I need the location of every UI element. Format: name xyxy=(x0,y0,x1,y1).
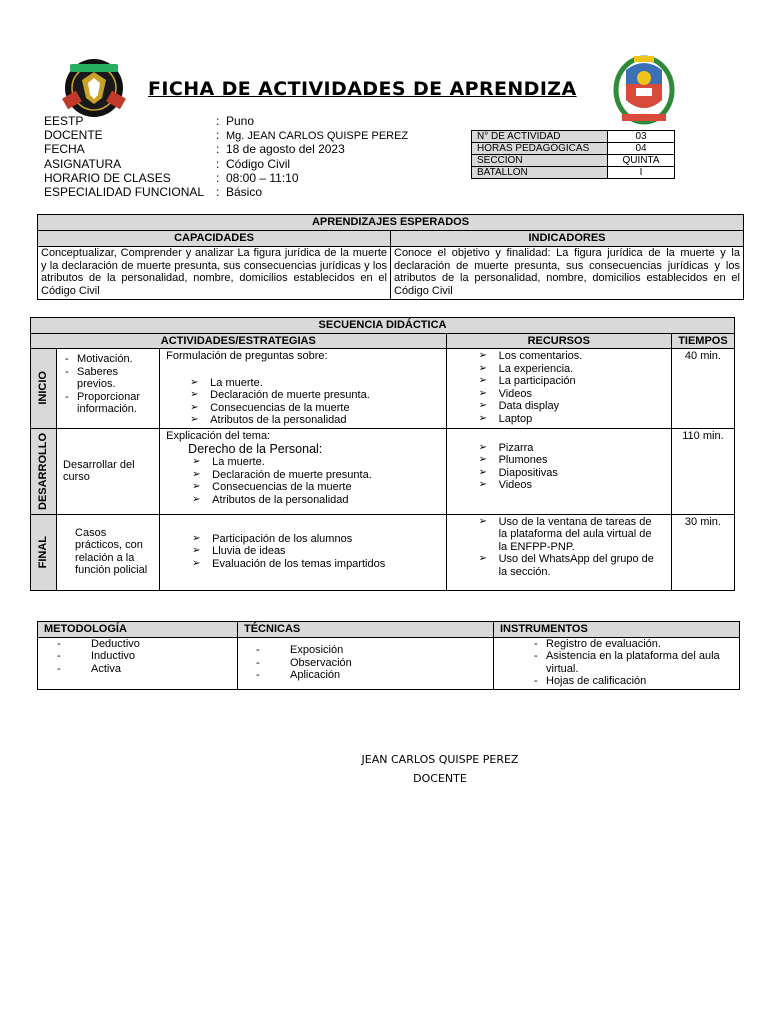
header-colon: : xyxy=(216,128,220,142)
list-item: - Asistencia en la plataforma del aula virtual. xyxy=(546,650,733,675)
list-item: ➢ Declaración de muerte presunta. xyxy=(212,469,439,482)
desarrollo-subtitle: Derecho de la Personal: xyxy=(188,442,323,456)
header-value: Mg. JEAN CARLOS QUISPE PEREZ xyxy=(226,130,409,142)
info-label: BATALLON xyxy=(472,167,608,179)
list-item-text: Observación xyxy=(290,656,352,669)
list-item: ➢ Consecuencias de la muerte xyxy=(212,481,439,494)
header-row-docente xyxy=(44,128,408,143)
list-item-text: Activa xyxy=(91,662,121,675)
secuencia-table xyxy=(30,317,735,591)
actividades-header: ACTIVIDADES/ESTRATEGIAS xyxy=(31,333,447,349)
list-item: ➢ Atributos de la personalidad xyxy=(212,494,439,507)
phase-label: FINAL xyxy=(37,535,50,569)
desarrollo-activities-cell xyxy=(160,428,446,514)
list-item: ➢ Declaración de muerte presunta. xyxy=(210,389,439,402)
capacidades-text: Conceptualizar, Comprender y analizar La figura jurídica de la muerte y la declaración de muerte presunta, sus consecuencias jurídicas y los atributos de la personalidad, nombre, domicilios establecidos en el Código Civil xyxy=(38,247,391,300)
phase-inicio-cell xyxy=(31,349,57,429)
header-row-asignatura xyxy=(44,157,290,171)
list-item xyxy=(268,657,471,670)
instrumentos-cell xyxy=(494,637,740,689)
header-value: Código Civil xyxy=(226,157,291,171)
signature-block xyxy=(340,750,540,788)
header-value: 08:00 – 11:10 xyxy=(226,171,299,185)
header-row-horario xyxy=(44,171,299,185)
tiempos-header: TIEMPOS xyxy=(671,333,734,349)
header-row-especialidad xyxy=(44,185,262,199)
list-item-text: Inductivo xyxy=(91,650,136,662)
list-item: ➢ Atributos de la personalidad xyxy=(210,414,439,427)
inicio-items-cell xyxy=(57,349,160,429)
phase-label: INICIO xyxy=(37,371,50,406)
list-item: ➢ Uso de la ventana de tareas de la plataforma del aula virtual de la ENFPP-PNP. xyxy=(499,516,663,554)
list-item xyxy=(268,644,471,657)
header-value: Puno xyxy=(226,114,255,128)
list-item: ➢ Evaluación de los temas impartidos xyxy=(212,558,439,571)
inicio-activities-cell xyxy=(160,349,446,429)
indicadores-text: Conoce el objetivo y finalidad: La figura jurídica de la muerte y la declaración de muerte presunta, sus consecuencias jurídicas y los atributos de la personalidad, nombre, domicilios establecidos en el Código Civil xyxy=(391,247,744,300)
tecnicas-header: TÉCNICAS xyxy=(238,622,494,638)
header-key: ESPECIALIDAD FUNCIONAL xyxy=(44,185,205,199)
info-label: N° DE ACTIVIDAD xyxy=(472,131,608,143)
header-value: 18 de agosto del 2023 xyxy=(226,142,345,156)
metodos-table xyxy=(37,621,740,690)
list-item: ➢ La muerte. xyxy=(210,377,439,390)
tecnicas-list xyxy=(290,644,493,682)
row-final xyxy=(31,514,735,590)
school-emblem-icon xyxy=(62,58,124,120)
info-row xyxy=(472,167,675,179)
list-item-text: Deductivo xyxy=(91,637,140,650)
list-item: ➢ La experiencia. xyxy=(499,363,667,376)
final-recursos xyxy=(499,516,663,579)
list-item: ➢ Laptop xyxy=(499,413,667,426)
list-item xyxy=(69,663,215,676)
header-value: Básico xyxy=(226,185,263,199)
signature-role: DOCENTE xyxy=(413,772,467,785)
signature-name: JEAN CARLOS QUISPE PEREZ xyxy=(361,753,519,766)
activity-info-table xyxy=(471,130,675,179)
desarrollo-intro: Explicación del tema: xyxy=(166,429,271,442)
info-row xyxy=(472,155,675,167)
instrumentos-list xyxy=(546,638,733,688)
phase-final-cell xyxy=(31,514,57,590)
list-item: - Saberes previos. xyxy=(77,366,155,391)
list-item: - Motivación. xyxy=(77,353,155,366)
final-recursos-cell xyxy=(446,514,671,590)
aprendizajes-table xyxy=(37,214,744,300)
inicio-list xyxy=(166,377,439,427)
metodologia-header: METODOLOGÍA xyxy=(38,622,238,638)
info-row xyxy=(472,131,675,143)
list-item: ➢ Videos xyxy=(499,479,667,492)
info-value: QUINTA xyxy=(608,155,675,167)
list-item: ➢ Diapositivas xyxy=(499,467,667,480)
list-item xyxy=(69,638,215,651)
desarrollo-tiempo: 110 min. xyxy=(671,428,734,514)
battalion-crest-icon xyxy=(612,52,674,114)
info-value: 03 xyxy=(608,131,675,143)
metodologia-cell xyxy=(38,637,238,689)
header-key: HORARIO DE CLASES xyxy=(44,171,171,185)
list-item-text: Exposición xyxy=(290,644,344,657)
final-activities-cell xyxy=(160,514,446,590)
desarrollo-text: Desarrollar del curso xyxy=(57,428,160,514)
list-item: ➢ Uso del WhatsApp del grupo de la sección. xyxy=(499,553,663,578)
header-colon: : xyxy=(216,142,220,156)
recursos-header: RECURSOS xyxy=(446,333,671,349)
row-desarrollo xyxy=(31,428,735,514)
tecnicas-cell xyxy=(238,637,494,689)
list-item: ➢ Videos xyxy=(499,388,667,401)
row-inicio xyxy=(31,349,735,429)
list-item: ➢ Plumones xyxy=(499,454,667,467)
capacidades-header: CAPACIDADES xyxy=(38,231,391,247)
list-item xyxy=(268,669,471,682)
list-item: ➢ Pizarra xyxy=(499,442,667,455)
list-item: ➢ La muerte. xyxy=(212,456,439,469)
list-item: ➢ Consecuencias de la muerte xyxy=(210,402,439,415)
final-list xyxy=(166,533,439,571)
header-key: EESTP xyxy=(44,114,84,128)
desarrollo-recursos-cell xyxy=(446,428,671,514)
desarrollo-list xyxy=(166,456,439,506)
secuencia-heading: SECUENCIA DIDÁCTICA xyxy=(31,318,735,334)
final-tiempo: 30 min. xyxy=(671,514,734,590)
final-text: Casos prácticos, con relación a la función policial xyxy=(57,514,160,590)
inicio-tiempo: 40 min. xyxy=(671,349,734,429)
phase-desarrollo-cell xyxy=(31,428,57,514)
list-item: ➢ Participación de los alumnos xyxy=(212,533,439,546)
header-key: FECHA xyxy=(44,142,85,156)
header-key: DOCENTE xyxy=(44,128,103,142)
inicio-items xyxy=(77,353,155,416)
list-item: - Hojas de calificación xyxy=(546,675,733,688)
info-value: I xyxy=(608,167,675,179)
metodologia-list xyxy=(91,638,237,676)
list-item: - Registro de evaluación. xyxy=(546,638,733,651)
list-item: - Proporcionar información. xyxy=(77,391,155,416)
list-item xyxy=(69,650,215,663)
list-item: ➢ Los comentarios. xyxy=(499,350,667,363)
list-item: ➢ Lluvia de ideas xyxy=(212,545,439,558)
inicio-recursos-cell xyxy=(446,349,671,429)
inicio-intro: Formulación de preguntas sobre: xyxy=(166,350,328,362)
indicadores-header: INDICADORES xyxy=(391,231,744,247)
header-colon: : xyxy=(216,114,220,128)
header-row-fecha xyxy=(44,142,345,156)
aprendizajes-heading: APRENDIZAJES ESPERADOS xyxy=(38,215,744,231)
list-item-text: Aplicación xyxy=(290,669,341,682)
phase-label: DESARROLLO xyxy=(37,432,50,510)
header-row-eestp xyxy=(44,114,254,128)
info-value: 04 xyxy=(608,143,675,155)
header-colon: : xyxy=(216,185,220,199)
instrumentos-header: INSTRUMENTOS xyxy=(494,622,740,638)
header-colon: : xyxy=(216,157,220,171)
desarrollo-recursos xyxy=(499,442,667,492)
info-row xyxy=(472,143,675,155)
inicio-recursos xyxy=(499,350,667,425)
list-item: ➢ Data display xyxy=(499,400,667,413)
info-label: HORAS PEDAGÓGICAS xyxy=(472,143,608,155)
header-colon: : xyxy=(216,171,220,185)
header-key: ASIGNATURA xyxy=(44,157,122,171)
list-item: ➢ La participación xyxy=(499,375,667,388)
info-label: SECCIÓN xyxy=(472,155,608,167)
document-title: FICHA DE ACTIVIDADES DE APRENDIZA xyxy=(148,78,577,100)
